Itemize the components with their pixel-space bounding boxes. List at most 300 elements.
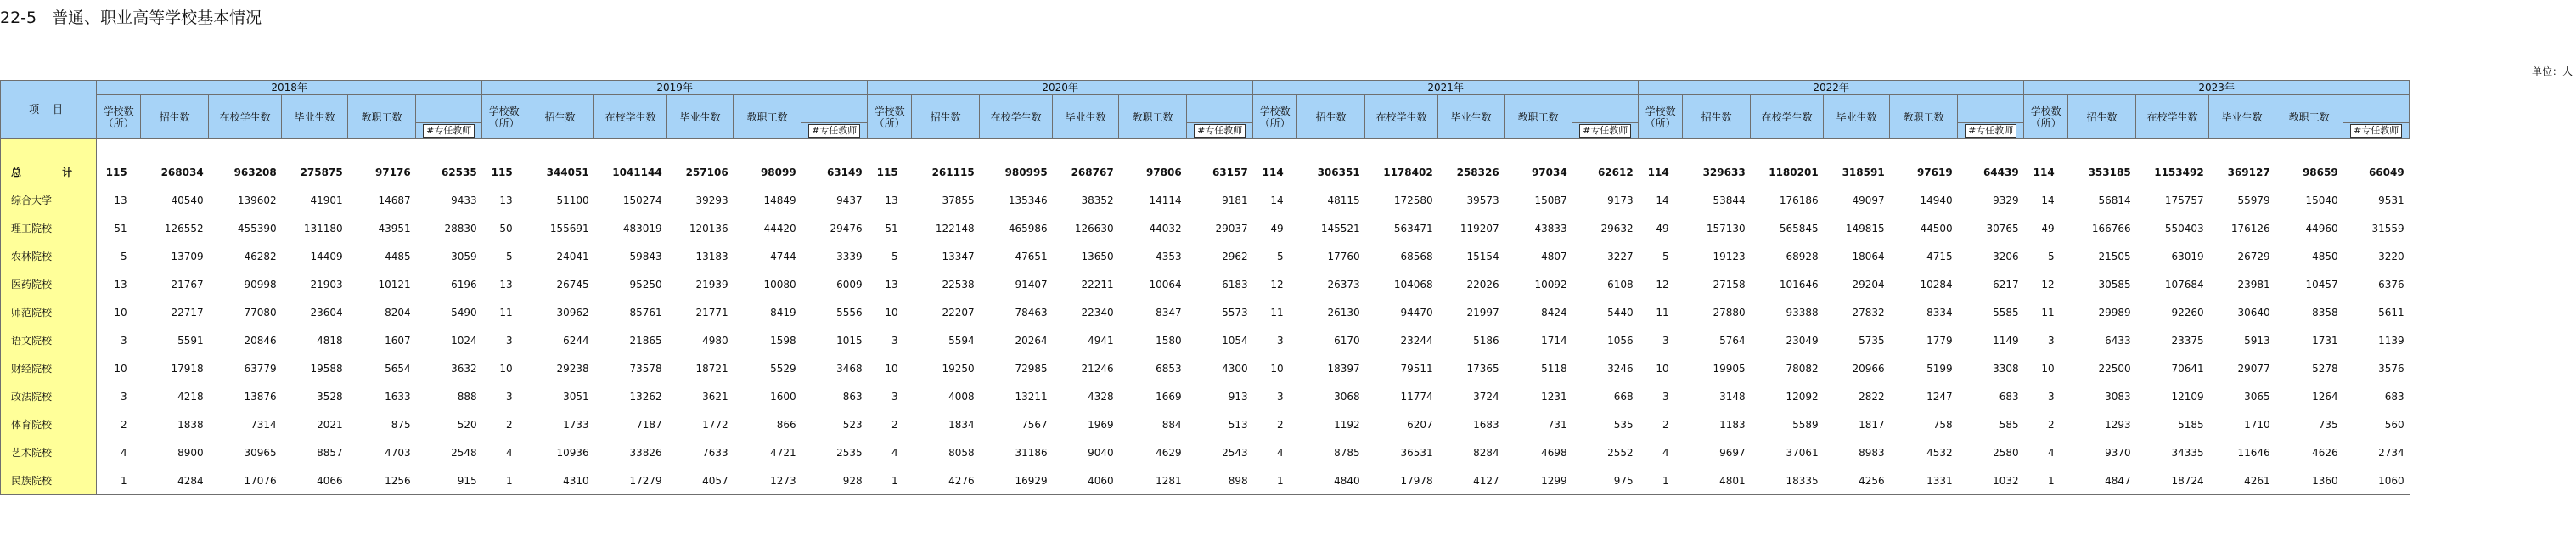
- data-cell: 1: [868, 466, 912, 495]
- data-cell: 1273: [734, 466, 801, 495]
- data-cell: 5585: [1993, 306, 2019, 319]
- column-header-label: #专任教师: [1194, 124, 1246, 138]
- column-header: 教职工数: [734, 95, 801, 139]
- data-cell: 1331: [1890, 466, 1958, 495]
- data-cell: 40540: [171, 194, 204, 206]
- column-header: 学校数 （所）: [1639, 95, 1683, 139]
- data-cell: 5: [506, 250, 513, 263]
- data-cell: 22500: [2098, 362, 2131, 375]
- column-header-spacer: [1958, 95, 2024, 123]
- data-cell: 19905: [1713, 362, 1746, 375]
- data-cell: 20264: [1015, 334, 1048, 347]
- table-row: [1, 270, 2410, 298]
- data-cell: 10080: [763, 278, 796, 291]
- data-cell: 50: [499, 222, 513, 234]
- data-cell: 21246: [1081, 362, 1114, 375]
- data-cell: 4626: [2312, 446, 2338, 459]
- data-cell: 13709: [171, 250, 204, 263]
- data-cell: 51100: [556, 194, 589, 206]
- table-row: [1, 186, 2410, 214]
- data-cell: 49: [1656, 222, 1669, 234]
- data-cell: 975: [1572, 466, 1639, 495]
- data-cell: 1710: [2244, 418, 2270, 431]
- data-cell: 104068: [1393, 278, 1433, 291]
- data-cell: 1015: [836, 334, 863, 347]
- row-label: 师范院校: [1, 298, 97, 326]
- data-cell: 6207: [1407, 418, 1433, 431]
- data-cell: 3339: [836, 250, 863, 263]
- data-cell: 10064: [1149, 278, 1182, 291]
- table-row: [1, 410, 2410, 438]
- column-header-spacer: [1187, 95, 1253, 123]
- data-cell: 29476: [830, 222, 863, 234]
- data-cell: 2580: [1993, 446, 2019, 459]
- data-cell: 3148: [1719, 390, 1746, 403]
- data-cell: 4721: [770, 446, 796, 459]
- data-cell: 7187: [636, 418, 662, 431]
- column-header: 招生数: [912, 95, 980, 139]
- data-cell: 5278: [2312, 362, 2338, 375]
- data-cell: 6009: [836, 278, 863, 291]
- data-cell: 4703: [385, 446, 411, 459]
- data-cell: 8358: [2312, 306, 2338, 319]
- column-header: 在校学生数: [209, 95, 282, 139]
- data-cell: 10: [885, 362, 898, 375]
- data-cell: 13: [885, 278, 898, 291]
- data-cell: 126552: [164, 222, 204, 234]
- data-cell: 9329: [1993, 194, 2019, 206]
- data-cell: 1: [2024, 466, 2068, 495]
- data-cell: 37061: [1786, 446, 1819, 459]
- data-cell: 3: [121, 334, 127, 347]
- data-cell: 513: [1228, 418, 1248, 431]
- column-header: 招生数: [1297, 95, 1365, 139]
- data-cell: 72985: [1015, 362, 1048, 375]
- data-cell: 23981: [2237, 278, 2270, 291]
- data-cell: 70641: [2171, 362, 2204, 375]
- column-header-label: #专任教师: [2350, 124, 2402, 138]
- data-cell: 4353: [1156, 250, 1182, 263]
- column-header: [1958, 123, 2024, 139]
- column-header: [1187, 123, 1253, 139]
- data-cell: 5589: [1792, 418, 1819, 431]
- data-cell: 1256: [348, 466, 416, 495]
- data-cell: 5573: [1222, 306, 1248, 319]
- table-row: [1, 242, 2410, 270]
- data-cell: 758: [1932, 418, 1953, 431]
- column-header: 学校数 （所）: [2024, 95, 2068, 139]
- data-cell: 51: [114, 222, 127, 234]
- data-cell: 2: [1277, 418, 1284, 431]
- data-cell: 4328: [1088, 390, 1114, 403]
- data-cell: 7314: [250, 418, 277, 431]
- statistics-table: [0, 80, 2410, 495]
- data-cell: 114: [1647, 166, 1669, 178]
- data-cell: 5: [121, 250, 127, 263]
- data-cell: 6108: [1607, 278, 1634, 291]
- data-cell: 1360: [2275, 466, 2343, 495]
- data-cell: 44420: [763, 222, 796, 234]
- data-cell: 13: [499, 278, 513, 291]
- data-cell: 9437: [836, 194, 863, 206]
- data-cell: 4807: [1541, 250, 1567, 263]
- data-cell: 18064: [1852, 250, 1885, 263]
- data-cell: 1149: [1993, 334, 2019, 347]
- data-cell: 11: [1656, 306, 1669, 319]
- data-cell: 22717: [171, 306, 204, 319]
- data-cell: 2: [1662, 418, 1669, 431]
- data-cell: 44032: [1149, 222, 1182, 234]
- data-cell: 135346: [1008, 194, 1048, 206]
- data-cell: 3: [891, 334, 898, 347]
- data-cell: 4850: [2312, 250, 2338, 263]
- data-cell: 6196: [451, 278, 477, 291]
- data-cell: 563471: [1393, 222, 1433, 234]
- spacer-cell: [97, 139, 2410, 159]
- spacer-row: [1, 139, 2410, 159]
- data-cell: 1299: [1505, 466, 1572, 495]
- data-cell: 3468: [836, 362, 863, 375]
- data-cell: 1281: [1119, 466, 1187, 495]
- data-cell: 1969: [1088, 418, 1114, 431]
- data-cell: 2962: [1222, 250, 1248, 263]
- data-cell: 98099: [760, 166, 796, 178]
- data-cell: 10: [499, 362, 513, 375]
- data-cell: 43833: [1534, 222, 1567, 234]
- data-cell: 107684: [2164, 278, 2204, 291]
- data-cell: 27880: [1713, 306, 1746, 319]
- data-cell: 5764: [1719, 334, 1746, 347]
- data-cell: 131180: [303, 222, 343, 234]
- data-cell: 9433: [451, 194, 477, 206]
- column-header-row: [1, 95, 2410, 123]
- data-cell: 18335: [1751, 466, 1824, 495]
- data-cell: 1293: [2105, 418, 2131, 431]
- data-cell: 37855: [942, 194, 975, 206]
- data-cell: 23244: [1400, 334, 1433, 347]
- row-label: 财经院校: [1, 354, 97, 382]
- data-cell: 3059: [451, 250, 477, 263]
- data-cell: 29632: [1600, 222, 1634, 234]
- column-header: 毕业生数: [1824, 95, 1890, 139]
- data-cell: 11: [1270, 306, 1284, 319]
- data-cell: 1032: [1958, 466, 2024, 495]
- unit-label: 单位：人: [2531, 65, 2573, 77]
- data-cell: 18724: [2136, 466, 2209, 495]
- row-label: 民族院校: [1, 466, 97, 495]
- column-header: 学校数 （所）: [1253, 95, 1297, 139]
- data-cell: 7567: [1021, 418, 1048, 431]
- data-cell: 21771: [695, 306, 728, 319]
- data-cell: 2552: [1607, 446, 1634, 459]
- data-cell: 19250: [942, 362, 975, 375]
- data-cell: 1247: [1926, 390, 1953, 403]
- data-cell: 10121: [378, 278, 411, 291]
- data-cell: 119207: [1460, 222, 1499, 234]
- year-header: 2020年: [868, 81, 1253, 95]
- data-cell: 8983: [1859, 446, 1885, 459]
- data-cell: 344051: [546, 166, 589, 178]
- data-cell: 915: [416, 466, 482, 495]
- table-container: [0, 80, 2576, 495]
- data-cell: 731: [1547, 418, 1567, 431]
- data-cell: 2543: [1222, 446, 1248, 459]
- column-header: 学校数 （所）: [97, 95, 141, 139]
- data-cell: 16929: [980, 466, 1053, 495]
- data-cell: 4629: [1156, 446, 1182, 459]
- data-cell: 4300: [1222, 362, 1248, 375]
- data-cell: 13262: [629, 390, 662, 403]
- data-cell: 523: [842, 418, 863, 431]
- data-cell: 78463: [1015, 306, 1048, 319]
- data-cell: 38352: [1081, 194, 1114, 206]
- data-cell: 29204: [1852, 278, 1885, 291]
- data-cell: 5654: [385, 362, 411, 375]
- data-cell: 8857: [317, 446, 343, 459]
- data-cell: 114: [2033, 166, 2055, 178]
- data-cell: 565845: [1779, 222, 1819, 234]
- data-cell: 17076: [209, 466, 282, 495]
- data-cell: 1183: [1719, 418, 1746, 431]
- data-cell: 18721: [695, 362, 728, 375]
- data-cell: 1817: [1859, 418, 1885, 431]
- table-row: [1, 354, 2410, 382]
- data-cell: 1580: [1156, 334, 1182, 347]
- data-cell: 3246: [1607, 362, 1634, 375]
- data-cell: 13: [114, 194, 127, 206]
- data-cell: 2: [506, 418, 513, 431]
- data-cell: 73578: [629, 362, 662, 375]
- data-cell: 56814: [2098, 194, 2131, 206]
- data-cell: 30965: [244, 446, 277, 459]
- data-cell: 51: [885, 222, 898, 234]
- data-cell: 2734: [2378, 446, 2404, 459]
- data-cell: 21997: [1466, 306, 1499, 319]
- column-header-label: #专任教师: [423, 124, 475, 138]
- data-cell: 10: [2041, 362, 2055, 375]
- data-cell: 10: [114, 306, 127, 319]
- data-cell: 4: [1277, 446, 1284, 459]
- data-cell: 1139: [2378, 334, 2404, 347]
- data-cell: 1600: [770, 390, 796, 403]
- year-header: 2018年: [97, 81, 482, 95]
- data-cell: 520: [457, 418, 477, 431]
- data-cell: 4698: [1541, 446, 1567, 459]
- data-cell: 20846: [244, 334, 277, 347]
- data-cell: 3576: [2378, 362, 2404, 375]
- data-cell: 863: [842, 390, 863, 403]
- data-cell: 3: [1662, 390, 1669, 403]
- data-cell: 85761: [629, 306, 662, 319]
- data-cell: 1779: [1926, 334, 1953, 347]
- data-cell: 3: [1662, 334, 1669, 347]
- data-cell: 1024: [451, 334, 477, 347]
- data-cell: 5735: [1859, 334, 1885, 347]
- data-cell: 560: [2384, 418, 2404, 431]
- data-cell: 3220: [2378, 250, 2404, 263]
- data-cell: 115: [491, 166, 513, 178]
- data-cell: 11646: [2237, 446, 2270, 459]
- data-cell: 22026: [1466, 278, 1499, 291]
- row-label: 政法院校: [1, 382, 97, 410]
- data-cell: 8785: [1334, 446, 1360, 459]
- data-cell: 63019: [2171, 250, 2204, 263]
- data-cell: 1153492: [2154, 166, 2204, 178]
- data-cell: 9531: [2378, 194, 2404, 206]
- data-cell: 3206: [1993, 250, 2019, 263]
- data-cell: 2: [891, 418, 898, 431]
- data-cell: 4276: [912, 466, 980, 495]
- data-cell: 3: [891, 390, 898, 403]
- data-cell: 5529: [770, 362, 796, 375]
- data-cell: 10936: [556, 446, 589, 459]
- data-cell: 10457: [2305, 278, 2338, 291]
- data-cell: 21505: [2098, 250, 2131, 263]
- data-cell: 172580: [1393, 194, 1433, 206]
- data-cell: 13347: [942, 250, 975, 263]
- data-cell: 13: [885, 194, 898, 206]
- data-cell: 5591: [177, 334, 204, 347]
- data-cell: 48115: [1327, 194, 1360, 206]
- data-cell: 888: [457, 390, 477, 403]
- column-header: 毕业生数: [1438, 95, 1505, 139]
- data-cell: 1180201: [1769, 166, 1819, 178]
- data-cell: 4: [121, 446, 127, 459]
- table-number: 22-5: [0, 8, 37, 27]
- data-cell: 9370: [2105, 446, 2131, 459]
- data-cell: 8424: [1541, 306, 1567, 319]
- data-cell: 120136: [689, 222, 728, 234]
- data-cell: 4066: [282, 466, 348, 495]
- data-cell: 30962: [556, 306, 589, 319]
- data-cell: 4744: [770, 250, 796, 263]
- data-cell: 145521: [1320, 222, 1360, 234]
- data-cell: 26745: [556, 278, 589, 291]
- data-cell: 2021: [317, 418, 343, 431]
- data-cell: 19123: [1713, 250, 1746, 263]
- data-cell: 884: [1161, 418, 1182, 431]
- data-cell: 14: [2041, 194, 2055, 206]
- data-cell: 31559: [2371, 222, 2404, 234]
- data-cell: 39293: [695, 194, 728, 206]
- data-cell: 3308: [1993, 362, 2019, 375]
- data-cell: 6376: [2378, 278, 2404, 291]
- column-header-spacer: [1572, 95, 1639, 123]
- data-cell: 115: [105, 166, 127, 178]
- data-cell: 3: [506, 334, 513, 347]
- data-cell: 66049: [2368, 166, 2404, 178]
- data-cell: 175757: [2164, 194, 2204, 206]
- data-cell: 3083: [2105, 390, 2131, 403]
- data-cell: 1: [482, 466, 526, 495]
- row-label: 综合大学: [1, 186, 97, 214]
- data-cell: 14940: [1920, 194, 1953, 206]
- data-cell: 1041144: [612, 166, 662, 178]
- data-cell: 29037: [1215, 222, 1248, 234]
- data-cell: 31186: [1015, 446, 1048, 459]
- data-cell: 12: [2041, 278, 2055, 291]
- data-cell: 465986: [1008, 222, 1048, 234]
- data-cell: 46282: [244, 250, 277, 263]
- data-cell: 535: [1613, 418, 1634, 431]
- column-header: 教职工数: [2275, 95, 2343, 139]
- data-cell: 329633: [1702, 166, 1746, 178]
- data-cell: 1: [1639, 466, 1683, 495]
- column-header: 毕业生数: [2209, 95, 2275, 139]
- data-cell: 79511: [1400, 362, 1433, 375]
- column-header-spacer: [801, 95, 868, 123]
- data-cell: 5611: [2378, 306, 2404, 319]
- data-cell: 26729: [2237, 250, 2270, 263]
- total-row: [1, 158, 2410, 186]
- data-cell: 14409: [310, 250, 343, 263]
- data-cell: 44500: [1920, 222, 1953, 234]
- data-cell: 17365: [1466, 362, 1499, 375]
- data-cell: 155691: [549, 222, 589, 234]
- data-cell: 5: [1662, 250, 1669, 263]
- data-cell: 1607: [385, 334, 411, 347]
- data-cell: 115: [876, 166, 898, 178]
- data-cell: 2: [121, 418, 127, 431]
- data-cell: 4060: [1053, 466, 1119, 495]
- data-cell: 4801: [1683, 466, 1751, 495]
- data-cell: 20966: [1852, 362, 1885, 375]
- column-header: [1572, 123, 1639, 139]
- data-cell: 68928: [1786, 250, 1819, 263]
- data-cell: 91407: [1015, 278, 1048, 291]
- data-cell: 59843: [629, 250, 662, 263]
- data-cell: 4310: [526, 466, 594, 495]
- data-cell: 122148: [935, 222, 975, 234]
- data-cell: 139602: [237, 194, 277, 206]
- data-cell: 97176: [374, 166, 411, 178]
- data-cell: 3: [121, 390, 127, 403]
- data-cell: 3632: [451, 362, 477, 375]
- data-cell: 176126: [2230, 222, 2270, 234]
- data-cell: 3: [2048, 334, 2055, 347]
- data-cell: 23049: [1786, 334, 1819, 347]
- data-cell: 1192: [1334, 418, 1360, 431]
- data-cell: 62535: [441, 166, 477, 178]
- column-header-spacer: [2343, 95, 2410, 123]
- data-cell: 4941: [1088, 334, 1114, 347]
- row-label: 艺术院校: [1, 438, 97, 466]
- column-header: 招生数: [526, 95, 594, 139]
- data-cell: 4818: [317, 334, 343, 347]
- data-cell: 4261: [2209, 466, 2275, 495]
- data-cell: 21767: [171, 278, 204, 291]
- data-cell: 68568: [1400, 250, 1433, 263]
- data-cell: 9040: [1088, 446, 1114, 459]
- data-cell: 4: [506, 446, 513, 459]
- data-cell: 26130: [1327, 306, 1360, 319]
- data-cell: 5556: [836, 306, 863, 319]
- data-cell: 1683: [1473, 418, 1499, 431]
- data-cell: 5913: [2244, 334, 2270, 347]
- data-cell: 23375: [2171, 334, 2204, 347]
- data-cell: 8204: [385, 306, 411, 319]
- table-row: [1, 438, 2410, 466]
- data-cell: 15087: [1534, 194, 1567, 206]
- data-cell: 10: [1656, 362, 1669, 375]
- column-header: 在校学生数: [980, 95, 1053, 139]
- data-cell: 47651: [1015, 250, 1048, 263]
- data-cell: 257106: [685, 166, 728, 178]
- row-label: 总 计: [1, 158, 97, 186]
- table-title: [0, 5, 262, 28]
- table-title-text: 普通、职业高等学校基本情况: [52, 8, 262, 27]
- data-cell: 28830: [444, 222, 477, 234]
